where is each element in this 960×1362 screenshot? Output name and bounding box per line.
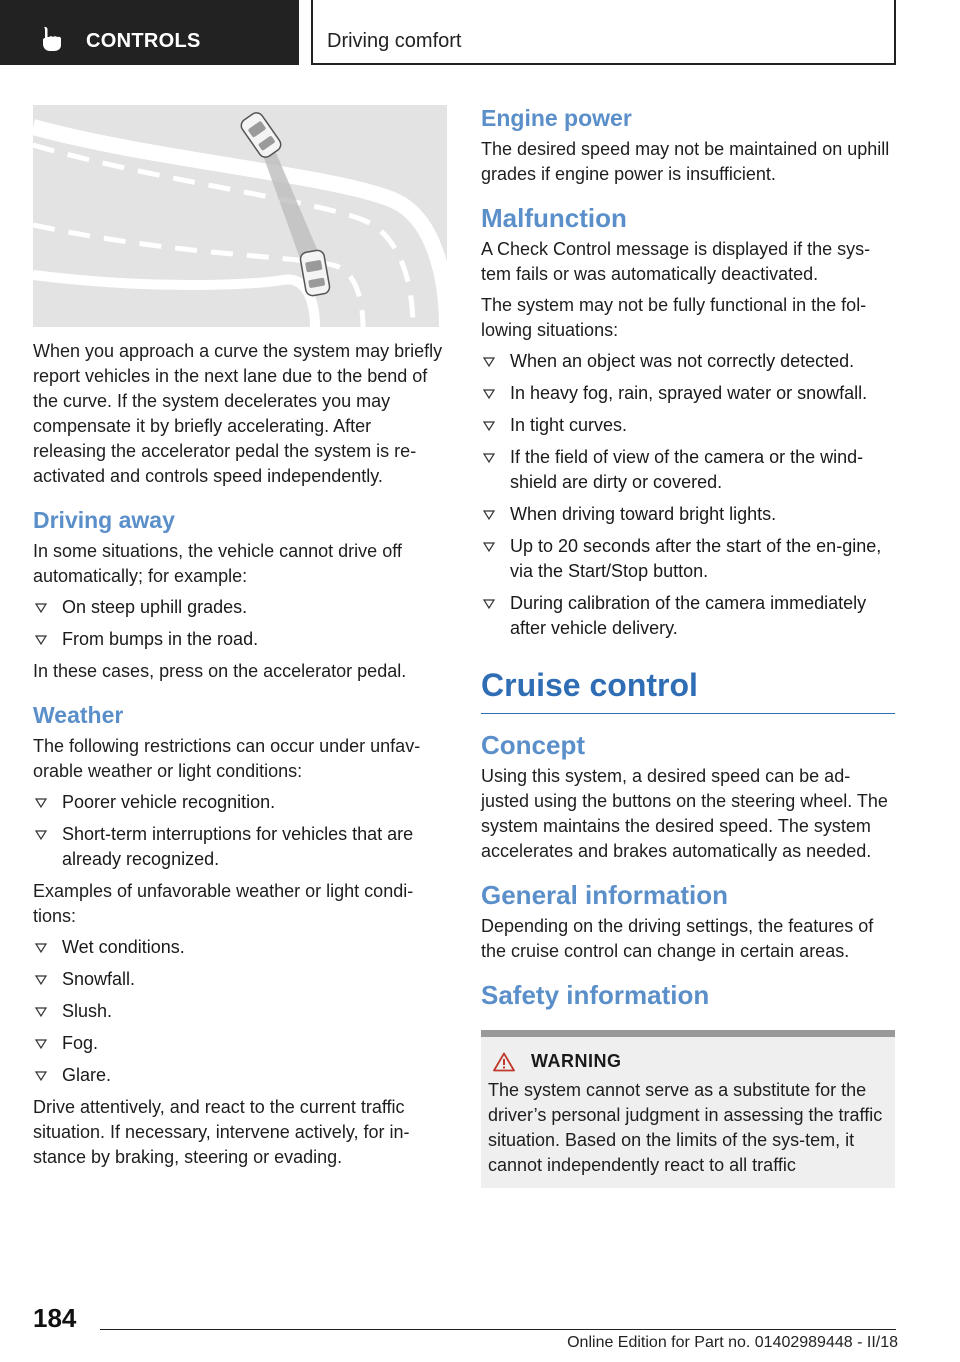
- malfunction-list: [481, 349, 895, 641]
- edition-note: Online Edition for Part no. 01402989448 - II/18: [567, 1334, 898, 1351]
- heading-concept: Concept: [481, 730, 585, 760]
- general-information-text: Depending on the driving settings, the features of the cruise control can change in certain areas.: [481, 916, 874, 961]
- header-section-tab: [0, 0, 299, 65]
- curve-paragraph: When you approach a curve the system may briefly report vehicles in the next lane due to the bend of the curve. If the system decelerates you may compensate it by briefly accelerating. After releasing the accelerator pedal the system is re-activated and controls speed independently.: [33, 341, 443, 486]
- heading-safety-information: Safety information: [481, 980, 710, 1010]
- list-item: [33, 1063, 447, 1088]
- topic-title: Driving comfort: [327, 30, 462, 52]
- list-item: [33, 1031, 447, 1056]
- weather-examples-list: [33, 935, 447, 1088]
- list-item-text: When an object was not correctly detected.: [510, 351, 855, 371]
- engine-power-text: The desired speed may not be maintained on uphill grades if engine power is insufficient.: [481, 139, 890, 184]
- triangle-bullet-icon: [35, 798, 47, 808]
- heading-malfunction: Malfunction: [481, 203, 627, 233]
- weather-examples-text: Examples of unfavorable weather or light condi-tions:: [33, 881, 414, 926]
- list-item: [481, 502, 895, 527]
- list-item: [481, 413, 895, 438]
- list-item-text: Glare.: [62, 1065, 112, 1085]
- heading-cruise-control: Cruise control: [481, 663, 895, 714]
- triangle-bullet-icon: [35, 1007, 47, 1017]
- list-item: [33, 595, 447, 620]
- heading-engine-power: Engine power: [481, 105, 632, 131]
- footer-rule: [100, 1329, 896, 1330]
- list-item: [481, 381, 895, 406]
- section-title: CONTROLS: [86, 30, 201, 52]
- list-item-text: Up to 20 seconds after the start of the en-gine, via the Start/Stop button.: [510, 536, 882, 581]
- triangle-bullet-icon: [483, 389, 495, 399]
- list-item: [33, 790, 447, 815]
- malfunction-text: A Check Control message is displayed if the sys-tem fails or was automatically deactivated.: [481, 239, 871, 284]
- list-item: [481, 445, 895, 495]
- triangle-bullet-icon: [35, 1039, 47, 1049]
- triangle-bullet-icon: [35, 943, 47, 953]
- curve-illustration: [33, 105, 447, 327]
- list-item-text: From bumps in the road.: [62, 629, 259, 649]
- list-item-text: Short-term interruptions for vehicles that are already recognized.: [62, 824, 414, 869]
- warning-box: [481, 1030, 895, 1188]
- header-topic-tab: [311, 0, 896, 65]
- weather-after: Drive attentively, and react to the current traffic situation. If necessary, intervene actively, for in-stance by braking, steering or evading.: [33, 1097, 410, 1167]
- list-item-text: Wet conditions.: [62, 937, 185, 957]
- warning-triangle-icon: [493, 1052, 515, 1072]
- list-item-text: On steep uphill grades.: [62, 597, 248, 617]
- driving-away-after: In these cases, press on the accelerator pedal.: [33, 661, 407, 681]
- weather-text: The following restrictions can occur under unfav-orable weather or light conditions:: [33, 736, 421, 781]
- list-item: [481, 534, 895, 584]
- triangle-bullet-icon: [483, 510, 495, 520]
- heading-weather: Weather: [33, 702, 124, 728]
- triangle-bullet-icon: [483, 599, 495, 609]
- pointing-hand-icon: [40, 26, 64, 52]
- list-item-text: Poorer vehicle recognition.: [62, 792, 276, 812]
- warning-label: WARNING: [531, 1051, 622, 1071]
- left-column: [33, 105, 447, 1176]
- driving-away-list: [33, 595, 447, 652]
- list-item-text: Snowfall.: [62, 969, 136, 989]
- right-column: [481, 103, 895, 1188]
- list-item-text: During calibration of the camera immediately after vehicle delivery.: [510, 593, 867, 638]
- page-number: 184: [33, 1303, 77, 1333]
- list-item-text: Fog.: [62, 1033, 99, 1053]
- triangle-bullet-icon: [483, 453, 495, 463]
- list-item: [33, 627, 447, 652]
- warning-header: [488, 1051, 889, 1072]
- list-item-text: If the field of view of the camera or the wind-shield are dirty or covered.: [510, 447, 864, 492]
- list-item-text: In tight curves.: [510, 415, 628, 435]
- triangle-bullet-icon: [35, 830, 47, 840]
- list-item: [33, 999, 447, 1024]
- list-item-text: Slush.: [62, 1001, 113, 1021]
- heading-driving-away: Driving away: [33, 507, 175, 533]
- triangle-bullet-icon: [35, 1071, 47, 1081]
- triangle-bullet-icon: [483, 421, 495, 431]
- triangle-bullet-icon: [35, 635, 47, 645]
- list-item-text: When driving toward bright lights.: [510, 504, 777, 524]
- list-item: [481, 591, 895, 641]
- triangle-bullet-icon: [35, 975, 47, 985]
- triangle-bullet-icon: [35, 603, 47, 613]
- list-item-text: In heavy fog, rain, sprayed water or snowfall.: [510, 383, 868, 403]
- concept-text: Using this system, a desired speed can be ad-justed using the buttons on the steering wheel. The system maintains the desired speed. The system accelerates and brakes automatically as needed.: [481, 766, 888, 861]
- list-item: [33, 935, 447, 960]
- weather-list: [33, 790, 447, 872]
- list-item: [481, 349, 895, 374]
- triangle-bullet-icon: [483, 542, 495, 552]
- warning-text: The system cannot serve as a substitute for the driver’s personal judgment in assessing the traffic situation. Based on the limits of the sys-tem, it cannot independently react to all traffic: [488, 1080, 883, 1175]
- malfunction-text-2: The system may not be fully functional in the fol-lowing situations:: [481, 295, 867, 340]
- heading-general-information: General information: [481, 880, 729, 910]
- driving-away-text: In some situations, the vehicle cannot drive off automatically; for example:: [33, 541, 402, 586]
- list-item: [33, 822, 447, 872]
- triangle-bullet-icon: [483, 357, 495, 367]
- list-item: [33, 967, 447, 992]
